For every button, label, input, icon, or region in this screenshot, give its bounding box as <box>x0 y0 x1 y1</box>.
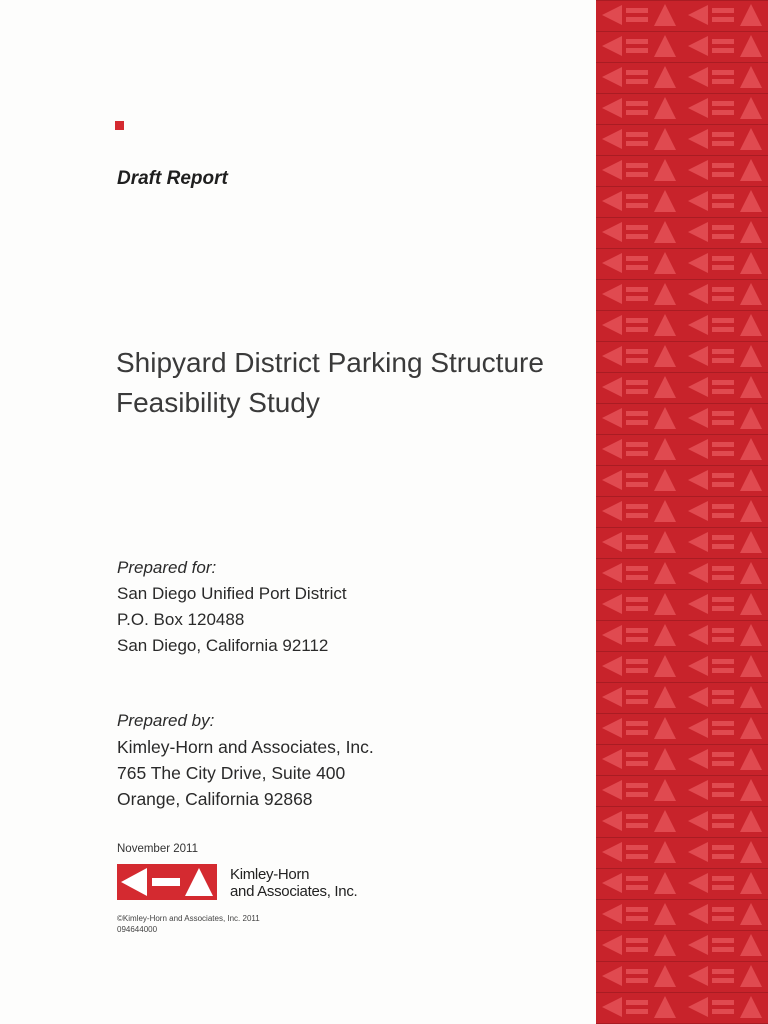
prepared-for-line: P.O. Box 120488 <box>117 610 245 629</box>
logo-text-line-2: and Associates, Inc. <box>230 883 358 900</box>
prepared-for-label: Prepared for: <box>117 558 217 577</box>
title-line-2: Feasibility Study <box>116 387 320 418</box>
red-square-bullet <box>115 121 124 130</box>
report-type: Draft Report <box>117 168 228 189</box>
prepared-by-line: 765 The City Drive, Suite 400 <box>117 763 346 783</box>
prepared-by-block <box>117 708 374 812</box>
red-pattern-band <box>596 0 768 1024</box>
copyright-line-1: ©Kimley-Horn and Associates, Inc. 2011 <box>117 914 260 923</box>
logo-text <box>230 866 357 900</box>
copyright <box>117 913 260 935</box>
prepared-for-line: San Diego, California 92112 <box>117 636 329 655</box>
logo-pattern-icon <box>596 0 768 1024</box>
title-line-1: Shipyard District Parking Structure <box>116 347 544 378</box>
prepared-by-line: Kimley-Horn and Associates, Inc. <box>117 737 374 757</box>
report-date: November 2011 <box>117 843 198 855</box>
report-title <box>116 343 586 423</box>
prepared-for-line: San Diego Unified Port District <box>117 584 347 603</box>
prepared-by-label: Prepared by: <box>117 711 215 730</box>
prepared-for-block <box>117 555 347 659</box>
prepared-by-line: Orange, California 92868 <box>117 789 313 809</box>
logo-text-line-1: Kimley-Horn <box>230 866 310 883</box>
project-number: 094644000 <box>117 925 158 934</box>
kimley-horn-logo-icon <box>117 864 217 900</box>
